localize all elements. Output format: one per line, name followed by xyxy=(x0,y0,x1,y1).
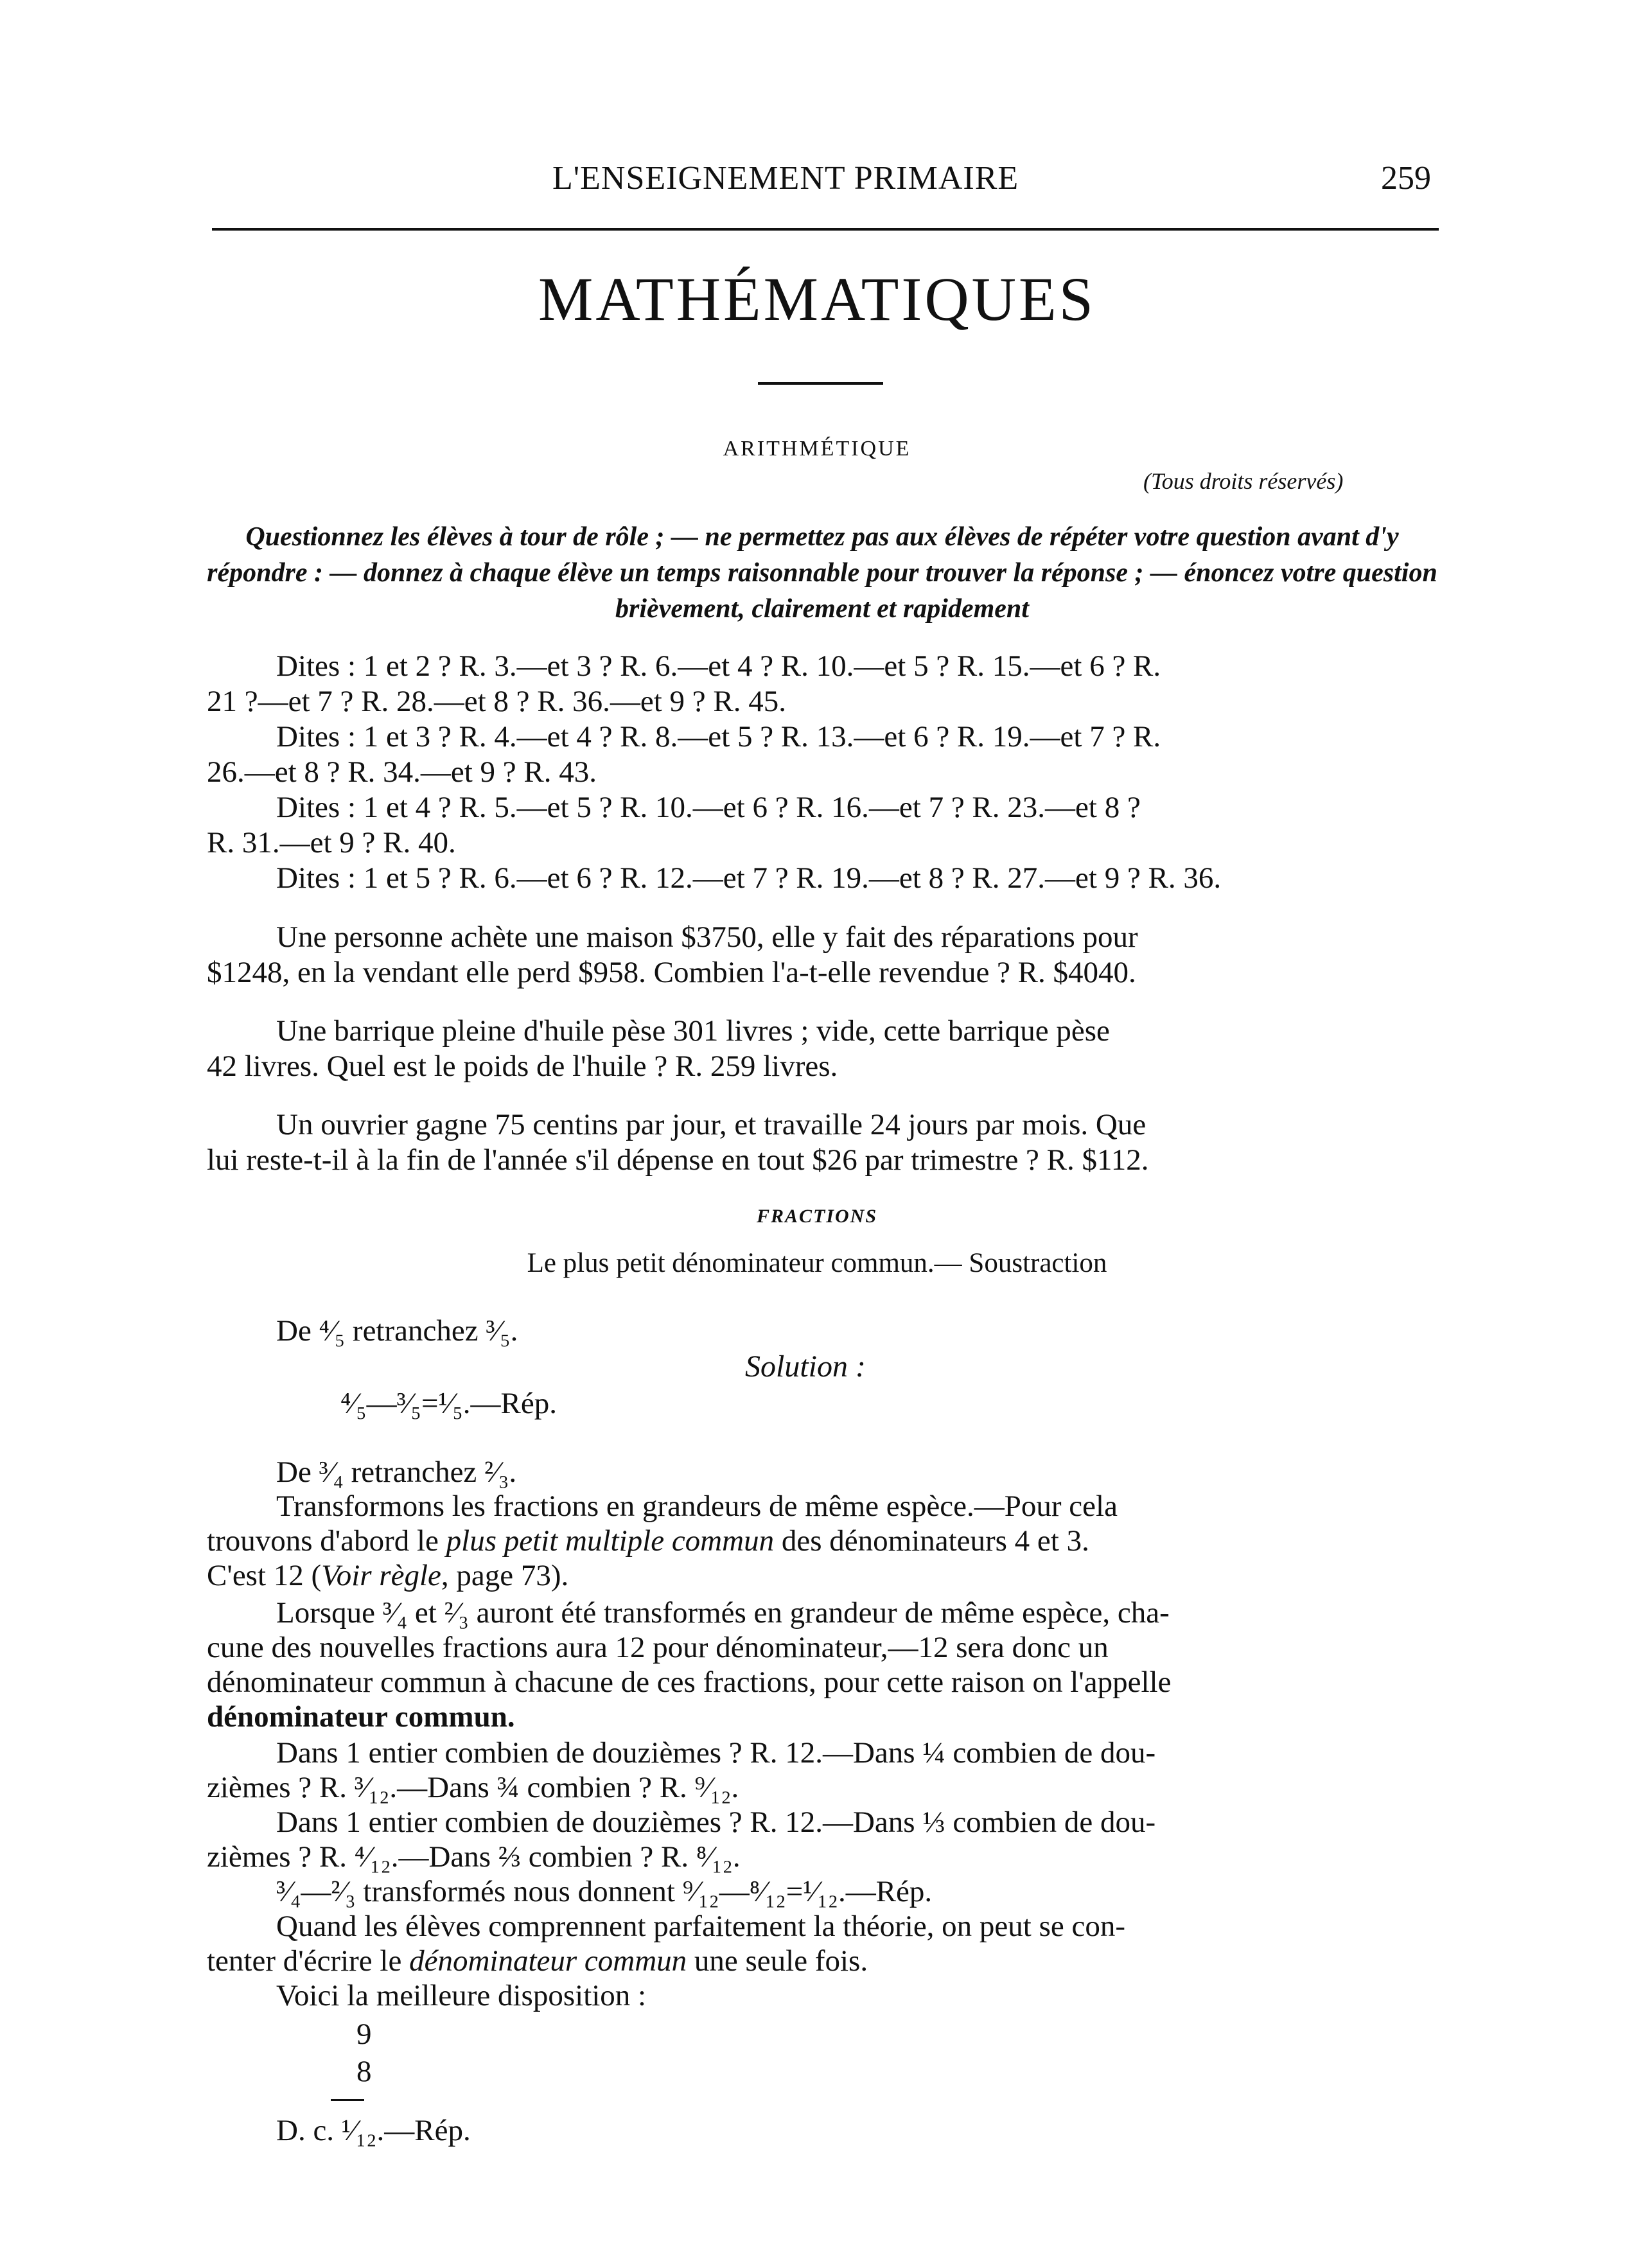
text-line: Transformons les fractions en grandeurs de même espèce.—Pour cela xyxy=(276,1490,1118,1523)
main-title: MATHÉMATIQUES xyxy=(538,265,1096,333)
fraction-answer: ⁴⁄₅—³⁄₅=¹⁄₅.—Rép. xyxy=(340,1387,557,1420)
text-span: , page 73). xyxy=(441,1559,569,1592)
final-answer: D. c. ¹⁄₁₂.—Rép. xyxy=(276,2114,471,2147)
running-header-title: L'ENSEIGNEMENT PRIMAIRE xyxy=(552,160,1019,197)
exercise-line: Dites : 1 et 3 ? R. 4.—et 4 ? R. 8.—et 5 ? R. 13.—et 6 ? R. 19.—et 7 ? R. xyxy=(276,720,1161,753)
text-span: des dénominateurs 4 et 3. xyxy=(774,1524,1089,1558)
numerator-8: 8 xyxy=(356,2055,372,2088)
title-rule xyxy=(758,382,883,385)
fractions-title: FRACTIONS xyxy=(756,1206,878,1227)
fraction-exercise: De ³⁄₄ retranchez ²⁄₃. xyxy=(276,1455,517,1489)
text-span: trouvons d'abord le xyxy=(207,1524,446,1558)
text-line: ³⁄₄—²⁄₃ transformés nous donnent ⁹⁄₁₂—⁸⁄₁₂=¹⁄₁₂.—Rép. xyxy=(276,1875,933,1908)
exercise-line: Dites : 1 et 5 ? R. 6.—et 6 ? R. 12.—et 7 ? R. 19.—et 8 ? R. 27.—et 9 ? R. 36. xyxy=(276,861,1222,895)
section-title: ARITHMÉTIQUE xyxy=(723,437,911,461)
exercise-line: 21 ?—et 7 ? R. 28.—et 8 ? R. 36.—et 9 ? R. 45. xyxy=(207,685,786,718)
italic-term: dénominateur commun xyxy=(409,1944,687,1978)
text-span: tenter d'écrire le xyxy=(207,1944,410,1978)
fractions-subtitle: Le plus petit dénominateur commun.— Soustraction xyxy=(527,1248,1107,1278)
text-line: dénominateur commun à chacune de ces fractions, pour cette raison on l'appelle xyxy=(207,1666,1172,1699)
text-span: une seule fois. xyxy=(687,1944,868,1978)
exercise-line: 26.—et 8 ? R. 34.—et 9 ? R. 43. xyxy=(207,755,597,789)
text-span: C'est 12 ( xyxy=(207,1559,322,1592)
text-line: Dans 1 entier combien de douzièmes ? R. 12.—Dans ⅓ combien de dou- xyxy=(276,1806,1156,1839)
problem-line: $1248, en la vendant elle perd $958. Combien l'a-t-elle revendue ? R. $4040. xyxy=(207,956,1136,989)
rights-notice: (Tous droits réservés) xyxy=(1143,468,1344,494)
solution-label: Solution : xyxy=(745,1349,866,1384)
problem-line: Une barrique pleine d'huile pèse 301 livres ; vide, cette barrique pèse xyxy=(276,1014,1110,1048)
page-number: 259 xyxy=(1381,160,1431,197)
text-line xyxy=(207,1944,868,1978)
problem-line: 42 livres. Quel est le poids de l'huile ? R. 259 livres. xyxy=(207,1050,838,1083)
text-line: Quand les élèves comprennent parfaitement la théorie, on peut se con- xyxy=(276,1910,1126,1943)
teacher-instructions: Questionnez les élèves à tour de rôle ; — ne permettez pas aux élèves de répéter votre question avant d'y répondre : — donnez à chaque élève un temps raisonnable pour trouver la réponse ; — énoncez votre question brièvement, clairement et rapidement xyxy=(207,522,1437,624)
text-line: Lorsque ³⁄₄ et ²⁄₃ auront été transformés en grandeur de même espèce, cha- xyxy=(276,1596,1170,1630)
text-line xyxy=(207,1558,568,1593)
text-line xyxy=(207,1524,1089,1558)
bold-term: dénominateur commun. xyxy=(207,1700,515,1734)
problem-line: Une personne achète une maison $3750, elle y fait des réparations pour xyxy=(276,920,1138,954)
problem-line: lui reste-t-il à la fin de l'année s'il dépense en tout $26 par trimestre ? R. $112. xyxy=(207,1143,1149,1177)
exercise-line: R. 31.—et 9 ? R. 40. xyxy=(207,826,456,859)
subtraction-rule xyxy=(331,2099,364,2101)
italic-term: plus petit multiple commun xyxy=(446,1524,775,1558)
italic-term: Voir règle xyxy=(321,1559,441,1592)
text-line: zièmes ? R. ³⁄₁₂.—Dans ¾ combien ? R. ⁹⁄₁₂. xyxy=(207,1771,739,1804)
header-rule xyxy=(212,228,1439,231)
fraction-exercise: De ⁴⁄₅ retranchez ³⁄₅. xyxy=(276,1314,518,1348)
exercise-line: Dites : 1 et 4 ? R. 5.—et 5 ? R. 10.—et 6 ? R. 16.—et 7 ? R. 23.—et 8 ? xyxy=(276,791,1141,824)
problem-line: Un ouvrier gagne 75 centins par jour, et travaille 24 jours par mois. Que xyxy=(276,1108,1146,1141)
text-line: Voici la meilleure disposition : xyxy=(276,1979,647,2012)
text-line: cune des nouvelles fractions aura 12 pour dénominateur,—12 sera donc un xyxy=(207,1631,1109,1664)
text-line: Dans 1 entier combien de douzièmes ? R. 12.—Dans ¼ combien de dou- xyxy=(276,1736,1156,1770)
numerator-9: 9 xyxy=(356,2017,372,2051)
text-line: zièmes ? R. ⁴⁄₁₂.—Dans ⅔ combien ? R. ⁸⁄₁₂. xyxy=(207,1840,741,1874)
exercise-line: Dites : 1 et 2 ? R. 3.—et 3 ? R. 6.—et 4 ? R. 10.—et 5 ? R. 15.—et 6 ? R. xyxy=(276,649,1161,683)
